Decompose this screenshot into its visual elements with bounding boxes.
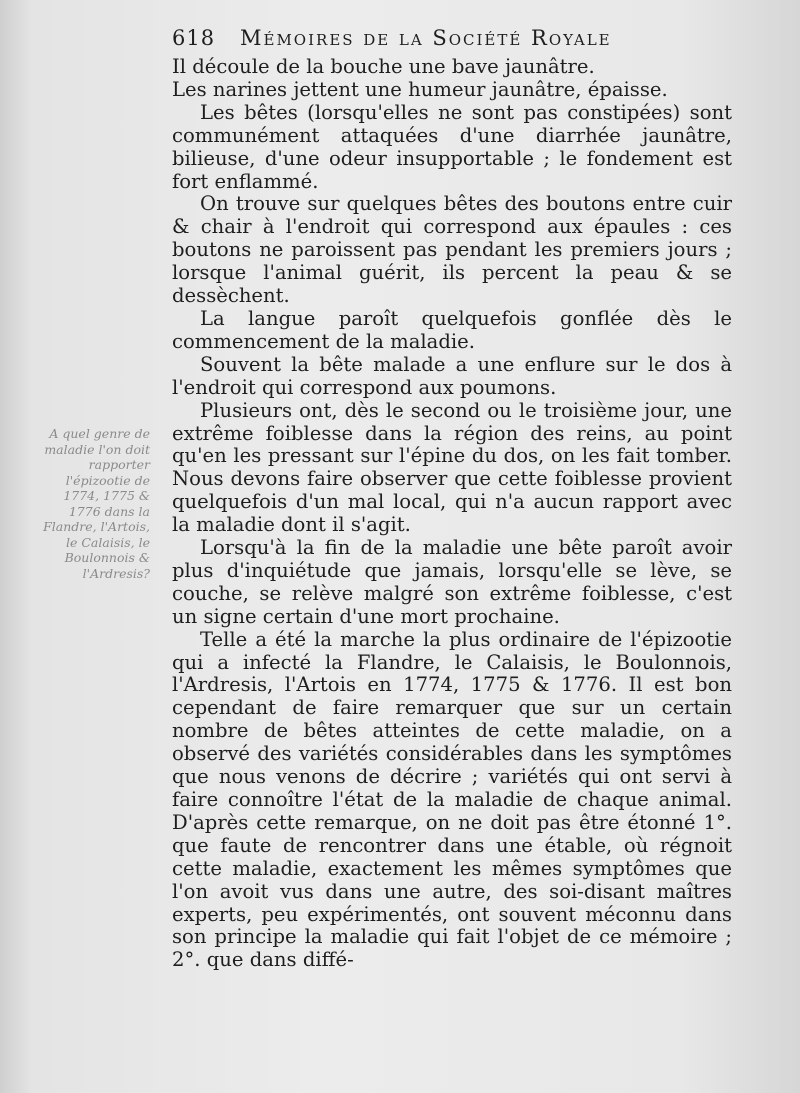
paragraph: On trouve sur quelques bêtes des boutons entre cuir & chair à l'endroit qui correspond aux épaules : ces boutons ne paroissent pas pendant les premiers jours ; lorsque l'animal guérit, ils percent la peau & se dessèchent.: [172, 192, 732, 308]
paragraph: Telle a été la marche la plus ordinaire de l'épizootie qui a infecté la Flandre, le Calaisis, le Boulonnois, l'Ardresis, l'Artois en 1774, 1775 & 1776. Il est bon cependant de faire remarquer que sur un certain nombre de bêtes atteintes de cette maladie, on a observé des variétés considérables dans les symptômes que nous venons de décrire ; variétés qui ont servi à faire connoître l'état de la maladie de chaque animal. D'après cette remarque, on ne doit pas être étonné 1°. que faute de rencontrer dans une étable, où régnoit cette maladie, exactement les mêmes symptômes que l'on avoit vus dans une autre, des soi-disant maîtres experts, peu expérimentés, ont souvent méconnu dans son principe la maladie qui fait l'objet de ce mémoire ; 2°. que dans diffé-: [172, 627, 732, 972]
margin-note: A quel genre de maladie l'on doit rapporter l'épizootie de 1774, 1775 & 1776 dans la Flandre, l'Artois, le Calaisis, le Boulonnois & l'Ardresis?: [43, 426, 150, 581]
body-text: [172, 56, 732, 972]
paragraph: Plusieurs ont, dès le second ou le troisième jour, une extrême foiblesse dans la région des reins, au point qu'en les pressant sur l'épine du dos, on les fait tomber. Nous devons faire observer que cette foiblesse provient quelquefois d'un mal local, qui n'a aucun rapport avec la maladie dont il s'agit.: [172, 398, 732, 537]
running-title: Mémoires de la Société Royale: [240, 26, 612, 50]
page-number: 618: [172, 26, 216, 50]
paragraph: Les bêtes (lorsqu'elles ne sont pas constipées) sont communément attaquées d'une diarrhée jaunâtre, bilieuse, d'une odeur insupportable ; le fondement est fort enflammé.: [172, 100, 732, 193]
page-header: [172, 26, 672, 56]
paragraph: Souvent la bête malade a une enflure sur le dos à l'endroit qui correspond aux poumons.: [172, 352, 732, 399]
paragraph: Les narines jettent une humeur jaunâtre, épaisse.: [172, 77, 668, 101]
paragraph: Il découle de la bouche une bave jaunâtre.: [172, 55, 595, 78]
paragraph: Lorsqu'à la fin de la maladie une bête paroît avoir plus d'inquiétude que jamais, lorsqu'elle se lève, se couche, se relève malgré son extrême foiblesse, c'est un signe certain d'une mort prochaine.: [172, 536, 732, 628]
paragraph: La langue paroît quelquefois gonflée dès le commencement de la maladie.: [172, 306, 732, 353]
